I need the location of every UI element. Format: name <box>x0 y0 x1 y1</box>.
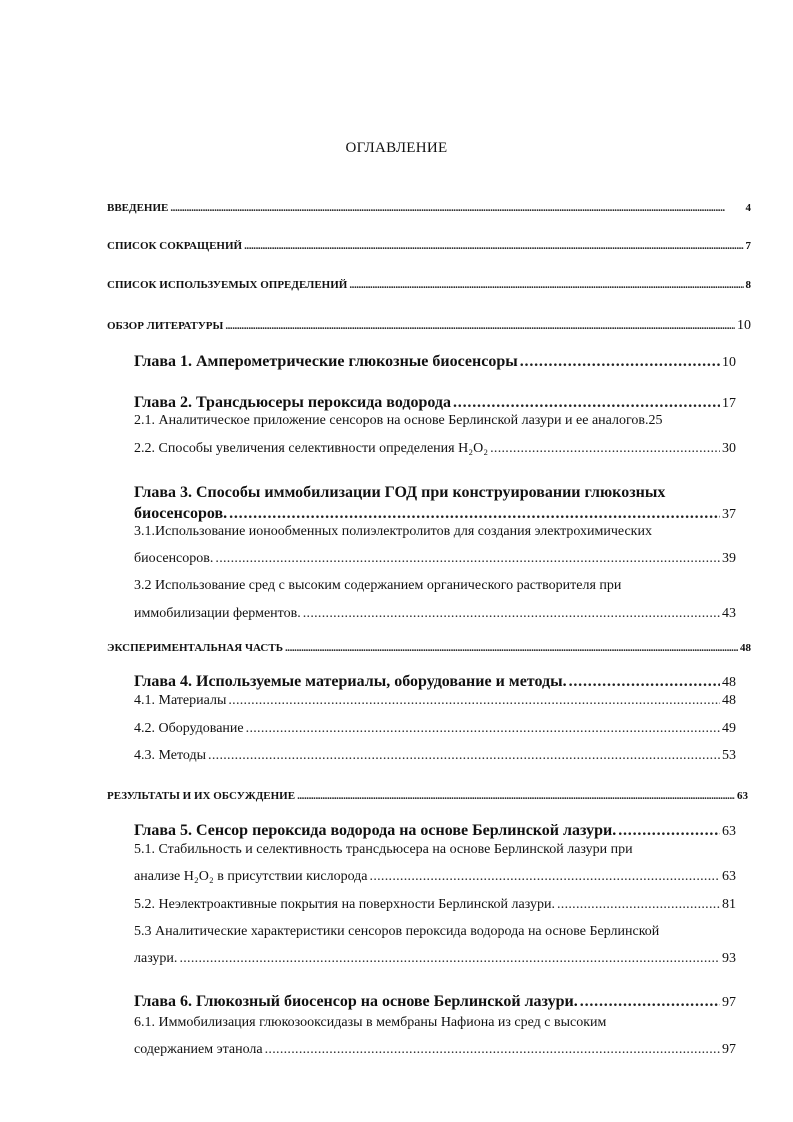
toc-entry-s3-2[interactable] <box>134 606 736 622</box>
dot-leader <box>228 693 720 709</box>
toc-label: 4.2. Оборудование <box>134 721 244 736</box>
dot-leader <box>170 202 743 214</box>
toc-entry-s3-1[interactable] <box>134 551 736 567</box>
toc-label: 4.1. Материалы <box>134 693 227 708</box>
toc-s5-3-line1: 5.3 Аналитические характеристики сенсоров пероксида водорода на основе Берлинской <box>134 924 660 939</box>
toc-label: ОБЗОР ЛИТЕРАТУРЫ <box>107 320 224 332</box>
toc-s3-1-line1: 3.1.Использование ионообменных полиэлектролитов для создания электрохимических <box>134 524 652 539</box>
toc-page: 97 <box>722 995 736 1010</box>
dot-leader <box>225 320 735 332</box>
toc-page: 8 <box>745 279 751 291</box>
toc-entry-s2-2[interactable] <box>134 441 736 457</box>
toc-entry-s4-3[interactable] <box>134 748 736 764</box>
toc-s6-1-line1: 6.1. Иммобилизация глюкозооксидазы в мембраны Нафиона из сред с высоким <box>134 1015 607 1030</box>
dot-leader <box>557 897 720 913</box>
toc-label: СПИСОК ИСПОЛЬЗУЕМЫХ ОПРЕДЕЛЕНИЙ <box>107 279 348 291</box>
dot-leader <box>208 748 720 764</box>
toc-entry-s2-1[interactable] <box>134 413 740 429</box>
toc-entry-results[interactable] <box>107 790 748 802</box>
dot-leader <box>297 790 735 802</box>
toc-label: 5.2. Неэлектроактивные покрытия на поверхности Берлинской лазури. <box>134 897 555 912</box>
toc-entry-s5-3[interactable] <box>134 951 736 967</box>
toc-entry-ch2[interactable] <box>134 394 736 412</box>
toc-page: 17 <box>722 396 736 411</box>
toc-label: 2.2. Способы увеличения селективности определения H₂O₂ <box>134 441 489 456</box>
toc-entry-s5-2[interactable] <box>134 897 736 913</box>
toc-page: 10 <box>722 355 736 370</box>
toc-entry-ch6[interactable] <box>134 993 736 1011</box>
toc-label: 2.1. Аналитическое приложение сенсоров на основе Берлинской лазури и ее аналогов. <box>134 413 649 428</box>
toc-entry-s5-1[interactable] <box>134 869 736 885</box>
toc-label: РЕЗУЛЬТАТЫ И ИХ ОБСУЖДЕНИЕ <box>107 790 296 802</box>
toc-page: 53 <box>722 748 736 763</box>
dot-leader <box>349 279 743 291</box>
toc-label: Глава 4. Используемые материалы, оборудование и методы. <box>134 673 567 690</box>
toc-page: 39 <box>722 551 736 566</box>
dot-leader <box>215 551 720 567</box>
toc-entry-ch5[interactable] <box>134 822 736 840</box>
toc-label: ВВЕДЕНИЕ <box>107 202 169 214</box>
toc-entry-s4-2[interactable] <box>134 721 736 737</box>
toc-page: 63 <box>722 869 736 884</box>
toc-entry-ch1[interactable] <box>134 353 736 371</box>
toc-entry-defs[interactable] <box>107 279 751 291</box>
toc-page: 97 <box>722 1042 736 1057</box>
toc-entry-intro[interactable] <box>107 202 751 214</box>
dot-leader <box>285 642 738 654</box>
toc-entry-ch3[interactable] <box>134 505 736 523</box>
page-title: ОГЛАВЛЕНИЕ <box>345 140 448 156</box>
dot-leader <box>246 721 720 737</box>
toc-page: 81 <box>722 897 736 912</box>
toc-ch3-line1: Глава 3. Способы иммобилизации ГОД при конструировании глюкозных <box>134 484 666 501</box>
toc-label: содержанием этанола <box>134 1042 263 1057</box>
toc-page: 48 <box>722 693 736 708</box>
toc-label: ЭКСПЕРИМЕНТАЛЬНАЯ ЧАСТЬ <box>107 642 283 654</box>
toc-label: СПИСОК СОКРАЩЕНИЙ <box>107 240 243 252</box>
toc-entry-review[interactable] <box>107 318 751 334</box>
toc-label: иммобилизации ферментов. <box>134 606 301 621</box>
toc-page: 10 <box>737 318 751 333</box>
toc-page: 25 <box>648 413 663 428</box>
toc-page: 63 <box>722 824 736 839</box>
toc-label: Глава 5. Сенсор пероксида водорода на основе Берлинской лазури. <box>134 822 617 839</box>
toc-page: 43 <box>722 606 736 621</box>
dot-leader <box>580 993 720 1011</box>
dot-leader <box>618 822 720 840</box>
toc-s5-1-line1: 5.1. Стабильность и селективность трансдьюсера на основе Берлинской лазури при <box>134 842 633 857</box>
toc-page: 48 <box>740 642 751 654</box>
toc-label: анализе H₂O₂ в присутствии кислорода <box>134 869 368 884</box>
dot-leader <box>244 240 743 252</box>
toc-entry-abbr[interactable] <box>107 240 751 252</box>
toc-label: биосенсоров. <box>134 505 228 522</box>
dot-leader <box>179 951 720 967</box>
toc-label: 4.3. Методы <box>134 748 207 763</box>
toc-page: 49 <box>722 721 736 736</box>
toc-page: 37 <box>722 507 736 522</box>
dot-leader <box>490 441 720 457</box>
dot-leader <box>303 606 720 622</box>
toc-page: 48 <box>722 675 736 690</box>
toc-entry-s4-1[interactable] <box>134 693 736 709</box>
toc-label: биосенсоров. <box>134 551 214 566</box>
toc-label: Глава 1. Амперометрические глюкозные биосенсоры <box>134 353 518 370</box>
toc-page: 4 <box>745 202 751 214</box>
toc-page: 30 <box>722 441 736 456</box>
toc-entry-exp[interactable] <box>107 642 751 654</box>
dot-leader <box>520 353 720 371</box>
toc-s3-2-line1: 3.2 Использование сред с высоким содержанием органического растворителя при <box>134 578 622 593</box>
toc-label: лазури. <box>134 951 178 966</box>
dot-leader <box>229 505 720 523</box>
toc-label: Глава 6. Глюкозный биосенсор на основе Берлинской лазури. <box>134 993 578 1010</box>
dot-leader <box>569 673 720 691</box>
toc-page: 7 <box>745 240 751 252</box>
toc-entry-s6-1[interactable] <box>134 1042 736 1058</box>
dot-leader <box>453 394 720 412</box>
toc-entry-ch4[interactable] <box>134 673 736 691</box>
toc-page: 63 <box>737 790 748 802</box>
toc-page: 93 <box>722 951 736 966</box>
toc-label: Глава 2. Трансдьюсеры пероксида водорода <box>134 394 451 411</box>
dot-leader <box>370 869 720 885</box>
dot-leader <box>265 1042 720 1058</box>
